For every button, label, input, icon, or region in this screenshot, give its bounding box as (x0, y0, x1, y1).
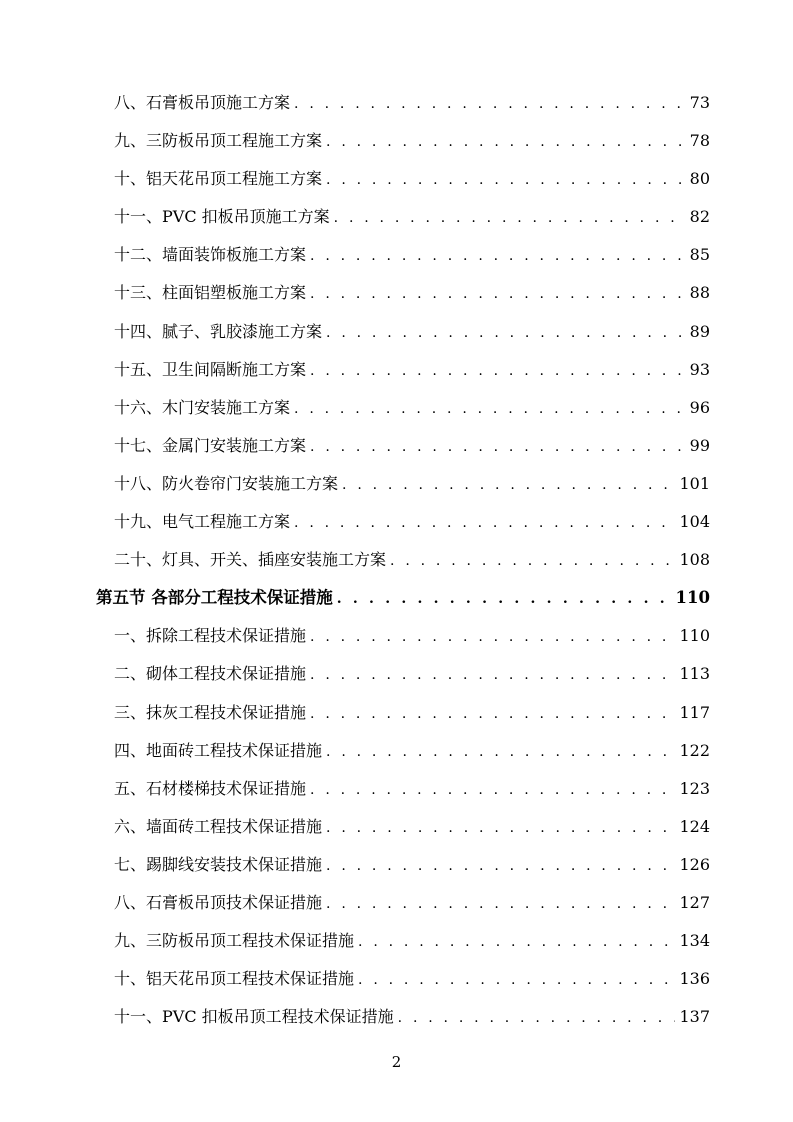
toc-entry-page: 101 (679, 473, 710, 493)
toc-entry-page: 137 (679, 1007, 710, 1027)
toc-entry-label: 十四、腻子、乳胶漆施工方案 (114, 321, 323, 341)
toc-entry-page: 113 (679, 664, 710, 684)
toc-entry-label: 七、踢脚线安装技术保证措施 (114, 854, 323, 874)
toc-entry-label: 十七、金属门安装施工方案 (114, 435, 307, 455)
toc-entry-label: 三、抹灰工程技术保证措施 (114, 702, 307, 722)
toc-entry-label: 六、墙面砖工程技术保证措施 (114, 816, 323, 836)
toc-section-row[interactable] (96, 579, 710, 617)
toc-item-row[interactable] (96, 960, 710, 998)
toc-dot-leader (358, 923, 675, 961)
toc-dot-leader (294, 85, 684, 123)
toc-item-row[interactable] (96, 770, 710, 808)
toc-item-row[interactable] (96, 998, 710, 1036)
toc-entry-page: 99 (689, 435, 710, 455)
toc-dot-leader (310, 428, 684, 466)
toc-entry-label: 八、石膏板吊顶技术保证措施 (114, 892, 323, 912)
toc-entry-label: 十一、PVC 扣板吊顶施工方案 (114, 207, 330, 227)
toc-entry-label: 五、石材楼梯技术保证措施 (114, 778, 307, 798)
toc-item-row[interactable] (96, 274, 710, 312)
toc-dot-leader (326, 314, 684, 352)
toc-entry-page: 82 (689, 207, 710, 227)
toc-dot-leader (334, 199, 684, 237)
toc-entry-page: 127 (679, 892, 710, 912)
toc-entry-label: 一、拆除工程技术保证措施 (114, 626, 307, 646)
toc-entry-label: 十八、防火卷帘门安装施工方案 (114, 473, 339, 493)
toc-dot-leader (358, 961, 675, 999)
toc-entry-page: 110 (675, 588, 710, 608)
toc-item-row[interactable] (96, 198, 710, 236)
toc-dot-leader (390, 542, 675, 580)
toc-entry-page: 88 (689, 283, 710, 303)
toc-entry-label: 十二、墙面装饰板施工方案 (114, 245, 307, 265)
toc-item-row[interactable] (96, 427, 710, 465)
toc-dot-leader (326, 123, 684, 161)
toc-entry-label: 十九、电气工程施工方案 (114, 512, 291, 532)
toc-entry-label: 十五、卫生间隔断施工方案 (114, 359, 307, 379)
toc-item-row[interactable] (96, 694, 710, 732)
toc-item-row[interactable] (96, 160, 710, 198)
toc-entry-label: 第五节 各部分工程技术保证措施 (96, 588, 333, 608)
toc-item-row[interactable] (96, 313, 710, 351)
toc-item-row[interactable] (96, 84, 710, 122)
toc-item-row[interactable] (96, 808, 710, 846)
toc-item-row[interactable] (96, 617, 710, 655)
toc-entry-page: 124 (679, 816, 710, 836)
toc-dot-leader (326, 885, 675, 923)
toc-entry-label: 二、砌体工程技术保证措施 (114, 664, 307, 684)
toc-entry-page: 85 (689, 245, 710, 265)
toc-entry-page: 122 (679, 740, 710, 760)
toc-dot-leader (326, 161, 684, 199)
toc-item-row[interactable] (96, 236, 710, 274)
toc-entry-label: 十、铝天花吊顶工程施工方案 (114, 169, 323, 189)
toc-entry-page: 110 (679, 626, 710, 646)
toc-dot-leader (326, 847, 675, 885)
toc-dot-leader (326, 809, 675, 847)
toc-dot-leader (326, 733, 675, 771)
toc-entry-page: 96 (689, 397, 710, 417)
toc-dot-leader (310, 656, 675, 694)
toc-item-row[interactable] (96, 884, 710, 922)
toc-entry-page: 134 (679, 931, 710, 951)
toc-dot-leader (310, 352, 684, 390)
toc-item-row[interactable] (96, 846, 710, 884)
toc-entry-page: 93 (689, 359, 710, 379)
toc-entry-page: 136 (679, 969, 710, 989)
toc-entry-page: 126 (679, 854, 710, 874)
toc-item-row[interactable] (96, 922, 710, 960)
toc-dot-leader (310, 771, 675, 809)
toc-entry-page: 123 (679, 778, 710, 798)
toc-item-row[interactable] (96, 465, 710, 503)
toc-dot-leader (294, 390, 684, 428)
toc-dot-leader (294, 504, 675, 542)
toc-item-row[interactable] (96, 351, 710, 389)
toc-entry-page: 73 (689, 93, 710, 112)
toc-dot-leader (310, 618, 675, 656)
toc-entry-page: 117 (679, 702, 710, 722)
toc-dot-leader (398, 999, 676, 1037)
toc-entry-label: 九、三防板吊顶工程施工方案 (114, 131, 323, 151)
toc-entry-page: 89 (689, 321, 710, 341)
toc-item-row[interactable] (96, 503, 710, 541)
toc-item-row[interactable] (96, 541, 710, 579)
toc-dot-leader (310, 275, 684, 313)
toc-dot-leader (342, 466, 675, 504)
toc-entry-label: 二十、灯具、开关、插座安装施工方案 (114, 550, 387, 570)
toc-item-row[interactable] (96, 732, 710, 770)
toc-entry-label: 十、铝天花吊顶工程技术保证措施 (114, 969, 355, 989)
toc-entry-page: 80 (689, 169, 710, 189)
toc-dot-leader (310, 695, 675, 733)
toc-entry-label: 四、地面砖工程技术保证措施 (114, 740, 323, 760)
toc-item-row[interactable] (96, 122, 710, 160)
toc-entry-page: 108 (679, 550, 710, 570)
toc-item-row[interactable] (96, 655, 710, 693)
toc-entry-page: 78 (689, 131, 710, 151)
toc-item-row[interactable] (96, 389, 710, 427)
toc-dot-leader (310, 237, 684, 275)
toc-entry-label: 九、三防板吊顶工程技术保证措施 (114, 931, 355, 951)
table-of-contents (96, 84, 710, 1036)
toc-entry-page: 104 (679, 512, 710, 532)
toc-dot-leader (337, 580, 672, 618)
toc-entry-label: 八、石膏板吊顶施工方案 (114, 93, 291, 112)
toc-entry-label: 十六、木门安装施工方案 (114, 397, 291, 417)
toc-entry-label: 十三、柱面铝塑板施工方案 (114, 283, 307, 303)
toc-entry-label: 十一、PVC 扣板吊顶工程技术保证措施 (114, 1007, 394, 1027)
page-number: 2 (391, 1053, 402, 1071)
